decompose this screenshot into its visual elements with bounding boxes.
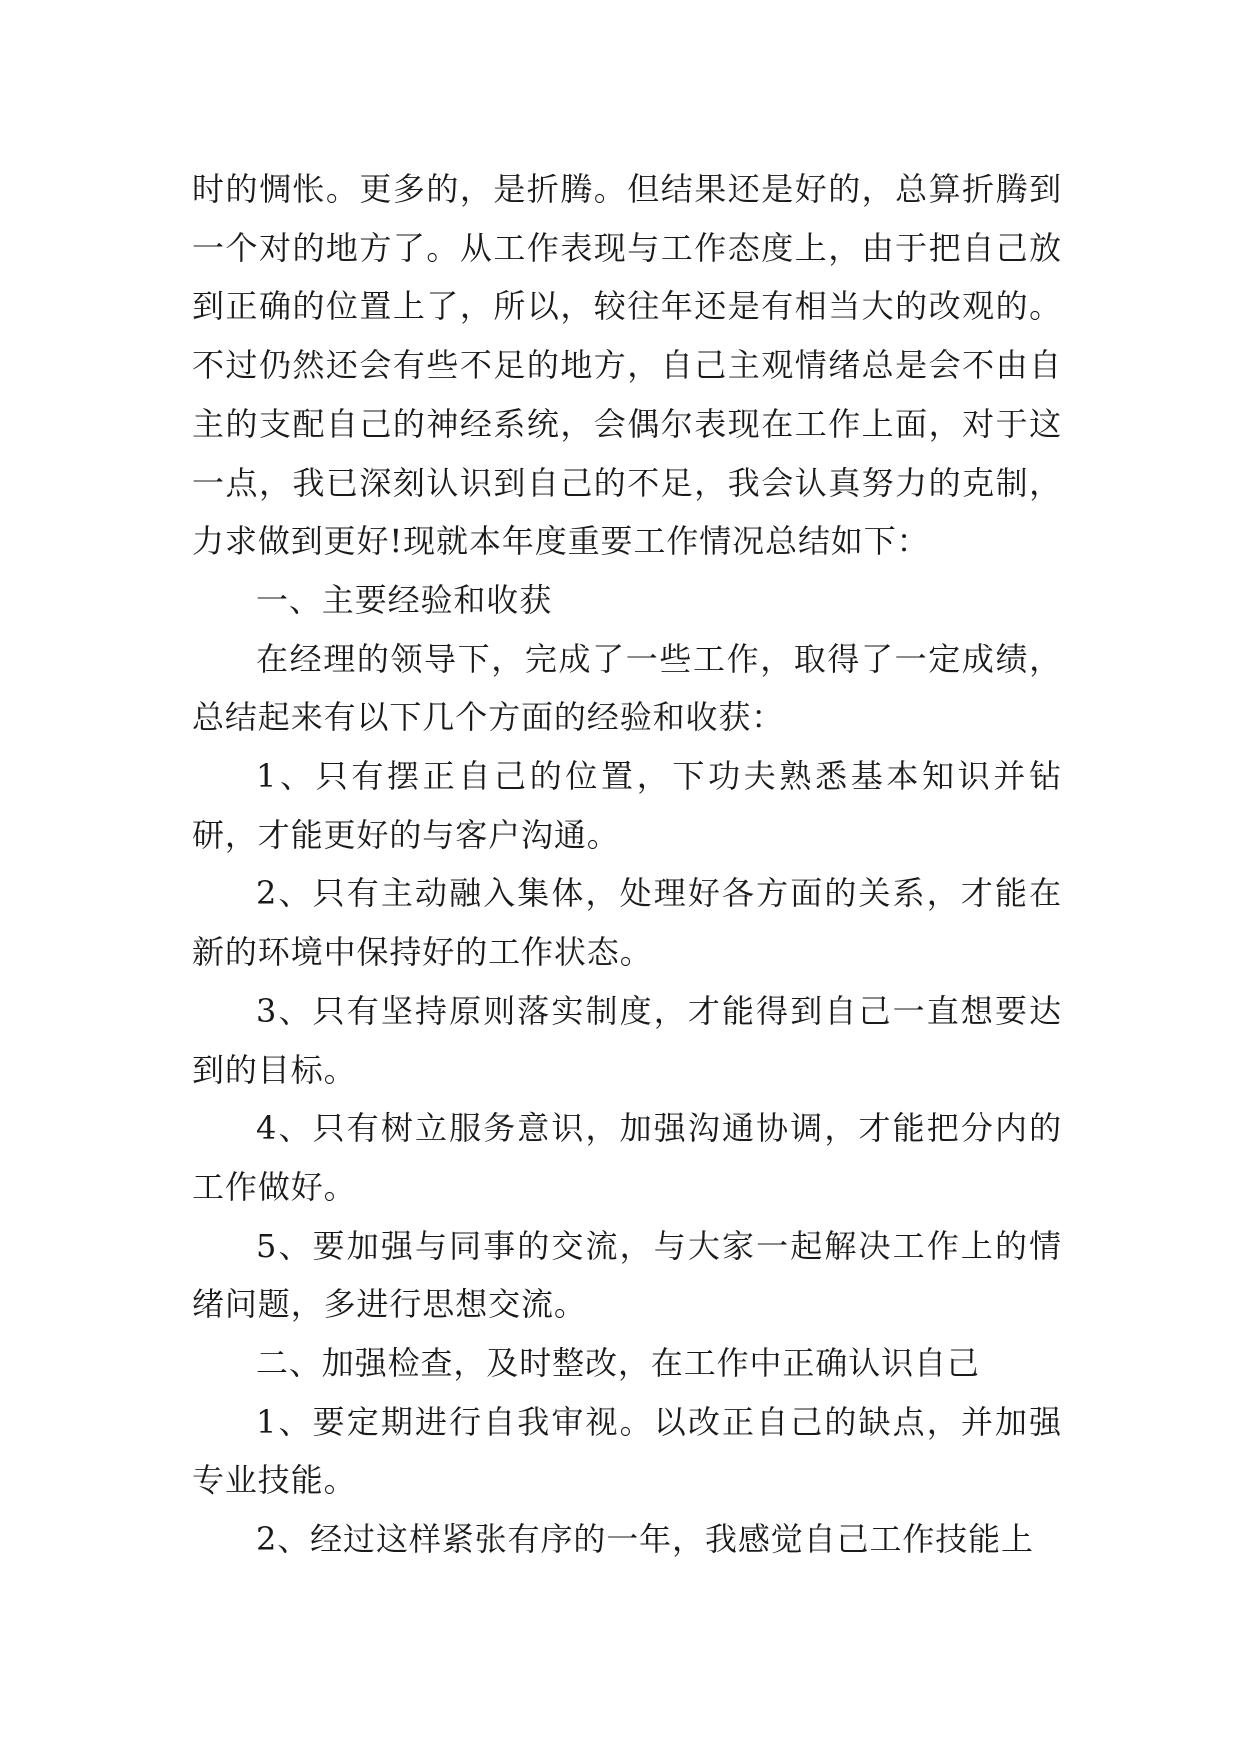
paragraph-summary-intro: 在经理的领导下，完成了一些工作，取得了一定成绩，总结起来有以下几个方面的经验和收获：	[192, 639, 1062, 737]
intro-paragraph: 时的惆怅。更多的，是折腾。但结果还是好的，总算折腾到一个对的地方了。从工作表现与工作态度上，由于把自己放到正确的位置上了，所以，较往年还是有相当大的改观的。不过仍然还会有些不足的地方，自己主观情绪总是会不由自主的支配自己的神经系统，会偶尔表现在工作上面，对于这一点，我已深刻认识到自己的不足，我会认真努力的克制，力求做到更好!现就本年度重要工作情况总结如下：	[192, 170, 1062, 561]
section-heading-inspection: 二、加强检查，及时整改，在工作中正确认识自己	[256, 1344, 980, 1383]
document-body	[192, 160, 1062, 1569]
list-item-6: 1、要定期进行自我审视。以改正自己的缺点，并加强专业技能。	[192, 1402, 1062, 1500]
section-heading-main-experience: 一、主要经验和收获	[256, 580, 553, 619]
list-item-2: 2、只有主动融入集体，处理好各方面的关系，才能在新的环境中保持好的工作状态。	[192, 874, 1062, 972]
list-item-3: 3、只有坚持原则落实制度，才能得到自己一直想要达到的目标。	[192, 991, 1062, 1089]
list-item-5: 5、要加强与同事的交流，与大家一起解决工作上的情绪问题，多进行思想交流。	[192, 1226, 1062, 1324]
list-item-4: 4、只有树立服务意识，加强沟通协调，才能把分内的工作做好。	[192, 1109, 1062, 1206]
list-item-1: 1、只有摆正自己的位置，下功夫熟悉基本知识并钻研，才能更好的与客户沟通。	[192, 757, 1062, 854]
list-item-7: 2、经过这样紧张有序的一年，我感觉自己工作技能上	[256, 1520, 1034, 1559]
